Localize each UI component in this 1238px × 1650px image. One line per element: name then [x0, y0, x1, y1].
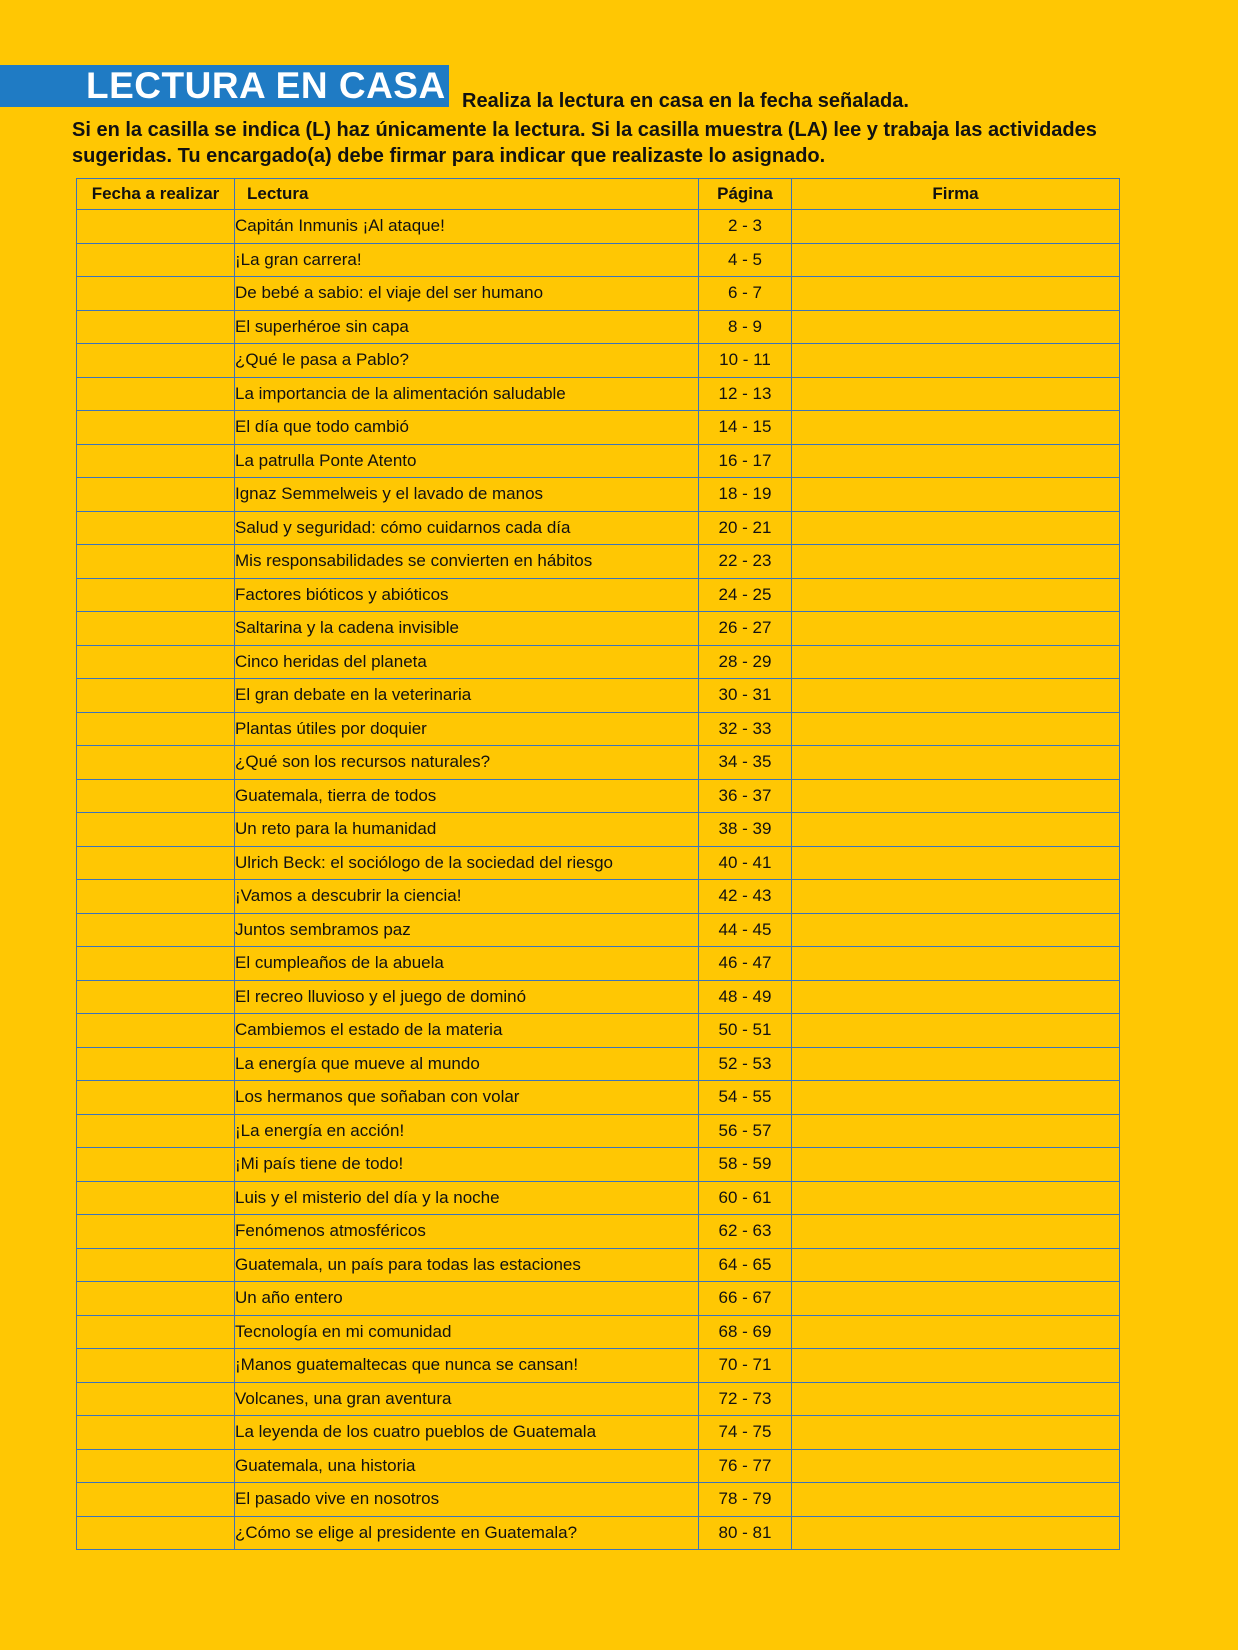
lectura-cell: ¿Qué son los recursos naturales?	[235, 746, 699, 780]
firma-cell[interactable]	[792, 880, 1120, 914]
lectura-cell: Guatemala, una historia	[235, 1449, 699, 1483]
firma-cell[interactable]	[792, 1181, 1120, 1215]
table-row	[77, 377, 1120, 411]
pagina-cell: 80 - 81	[699, 1516, 792, 1550]
firma-cell[interactable]	[792, 578, 1120, 612]
firma-cell[interactable]	[792, 1315, 1120, 1349]
lectura-cell: ¿Cómo se elige al presidente en Guatemala?	[235, 1516, 699, 1550]
firma-cell[interactable]	[792, 243, 1120, 277]
firma-cell[interactable]	[792, 1516, 1120, 1550]
pagina-cell: 50 - 51	[699, 1014, 792, 1048]
firma-cell[interactable]	[792, 1114, 1120, 1148]
lectura-cell: ¡Manos guatemaltecas que nunca se cansan!	[235, 1349, 699, 1383]
table-row	[77, 1282, 1120, 1316]
fecha-cell[interactable]	[77, 1382, 235, 1416]
pagina-cell: 10 - 11	[699, 344, 792, 378]
fecha-cell[interactable]	[77, 1416, 235, 1450]
pagina-cell: 24 - 25	[699, 578, 792, 612]
table-row	[77, 1416, 1120, 1450]
column-header-lectura: Lectura	[235, 179, 699, 210]
table-row	[77, 545, 1120, 579]
table-row	[77, 1014, 1120, 1048]
pagina-cell: 46 - 47	[699, 947, 792, 981]
lectura-cell: La importancia de la alimentación saludable	[235, 377, 699, 411]
firma-cell[interactable]	[792, 1483, 1120, 1517]
firma-cell[interactable]	[792, 277, 1120, 311]
lectura-cell: Volcanes, una gran aventura	[235, 1382, 699, 1416]
table-row	[77, 578, 1120, 612]
lectura-cell: Cinco heridas del planeta	[235, 645, 699, 679]
pagina-cell: 28 - 29	[699, 645, 792, 679]
lectura-cell: Salud y seguridad: cómo cuidarnos cada día	[235, 511, 699, 545]
fecha-cell[interactable]	[77, 1081, 235, 1115]
pagina-cell: 38 - 39	[699, 813, 792, 847]
firma-cell[interactable]	[792, 746, 1120, 780]
fecha-cell[interactable]	[77, 377, 235, 411]
table-row	[77, 310, 1120, 344]
pagina-cell: 16 - 17	[699, 444, 792, 478]
lectura-cell: El superhéroe sin capa	[235, 310, 699, 344]
table-row	[77, 612, 1120, 646]
table-row	[77, 1449, 1120, 1483]
lectura-cell: El cumpleaños de la abuela	[235, 947, 699, 981]
firma-cell[interactable]	[792, 444, 1120, 478]
pagina-cell: 18 - 19	[699, 478, 792, 512]
column-header-firma: Firma	[792, 179, 1120, 210]
firma-cell[interactable]	[792, 1349, 1120, 1383]
pagina-cell: 34 - 35	[699, 746, 792, 780]
fecha-cell[interactable]	[77, 880, 235, 914]
fecha-cell[interactable]	[77, 1114, 235, 1148]
firma-cell[interactable]	[792, 411, 1120, 445]
fecha-cell[interactable]	[77, 813, 235, 847]
fecha-cell[interactable]	[77, 210, 235, 244]
firma-cell[interactable]	[792, 344, 1120, 378]
fecha-cell[interactable]	[77, 310, 235, 344]
firma-cell[interactable]	[792, 1382, 1120, 1416]
firma-cell[interactable]	[792, 1215, 1120, 1249]
table-row	[77, 1181, 1120, 1215]
firma-cell[interactable]	[792, 1449, 1120, 1483]
fecha-cell[interactable]	[77, 712, 235, 746]
pagina-cell: 54 - 55	[699, 1081, 792, 1115]
table-row	[77, 679, 1120, 713]
fecha-cell[interactable]	[77, 344, 235, 378]
table-row	[77, 813, 1120, 847]
fecha-cell[interactable]	[77, 578, 235, 612]
fecha-cell[interactable]	[77, 645, 235, 679]
column-header-pagina: Página	[699, 179, 792, 210]
firma-cell[interactable]	[792, 1047, 1120, 1081]
fecha-cell[interactable]	[77, 1516, 235, 1550]
firma-cell[interactable]	[792, 779, 1120, 813]
firma-cell[interactable]	[792, 1148, 1120, 1182]
fecha-cell[interactable]	[77, 1047, 235, 1081]
lectura-cell: Un año entero	[235, 1282, 699, 1316]
pagina-cell: 42 - 43	[699, 880, 792, 914]
fecha-cell[interactable]	[77, 612, 235, 646]
lectura-cell: Los hermanos que soñaban con volar	[235, 1081, 699, 1115]
pagina-cell: 36 - 37	[699, 779, 792, 813]
table-row	[77, 444, 1120, 478]
pagina-cell: 56 - 57	[699, 1114, 792, 1148]
table-row	[77, 846, 1120, 880]
lectura-cell: ¡Mi país tiene de todo!	[235, 1148, 699, 1182]
pagina-cell: 68 - 69	[699, 1315, 792, 1349]
lectura-cell: ¡Vamos a descubrir la ciencia!	[235, 880, 699, 914]
fecha-cell[interactable]	[77, 846, 235, 880]
table-row	[77, 1047, 1120, 1081]
page-subtitle: Realiza la lectura en casa en la fecha señalada.	[462, 90, 909, 112]
pagina-cell: 70 - 71	[699, 1349, 792, 1383]
table-row	[77, 779, 1120, 813]
instructions	[72, 117, 1172, 169]
firma-cell[interactable]	[792, 1282, 1120, 1316]
fecha-cell[interactable]	[77, 779, 235, 813]
lectura-cell: Tecnología en mi comunidad	[235, 1315, 699, 1349]
firma-cell[interactable]	[792, 377, 1120, 411]
lectura-cell: Guatemala, tierra de todos	[235, 779, 699, 813]
pagina-cell: 14 - 15	[699, 411, 792, 445]
fecha-cell[interactable]	[77, 545, 235, 579]
pagina-cell: 52 - 53	[699, 1047, 792, 1081]
pagina-cell: 76 - 77	[699, 1449, 792, 1483]
pagina-cell: 8 - 9	[699, 310, 792, 344]
fecha-cell[interactable]	[77, 1349, 235, 1383]
pagina-cell: 44 - 45	[699, 913, 792, 947]
table-row	[77, 1248, 1120, 1282]
table-body	[77, 210, 1120, 1550]
pagina-cell: 30 - 31	[699, 679, 792, 713]
table-row	[77, 947, 1120, 981]
pagina-cell: 20 - 21	[699, 511, 792, 545]
lectura-cell: La energía que mueve al mundo	[235, 1047, 699, 1081]
firma-cell[interactable]	[792, 980, 1120, 1014]
table-header-row	[77, 179, 1120, 210]
firma-cell[interactable]	[792, 1416, 1120, 1450]
pagina-cell: 66 - 67	[699, 1282, 792, 1316]
firma-cell[interactable]	[792, 712, 1120, 746]
lectura-cell: ¿Qué le pasa a Pablo?	[235, 344, 699, 378]
fecha-cell[interactable]	[77, 679, 235, 713]
fecha-cell[interactable]	[77, 511, 235, 545]
lectura-cell: Mis responsabilidades se convierten en hábitos	[235, 545, 699, 579]
firma-cell[interactable]	[792, 612, 1120, 646]
table-row	[77, 746, 1120, 780]
table-row	[77, 1516, 1120, 1550]
firma-cell[interactable]	[792, 210, 1120, 244]
table-row	[77, 1081, 1120, 1115]
column-header-fecha: Fecha a realizar	[77, 179, 235, 210]
fecha-cell[interactable]	[77, 1248, 235, 1282]
table-row	[77, 913, 1120, 947]
table-row	[77, 1315, 1120, 1349]
firma-cell[interactable]	[792, 1081, 1120, 1115]
pagina-cell: 72 - 73	[699, 1382, 792, 1416]
lectura-cell: Plantas útiles por doquier	[235, 712, 699, 746]
pagina-cell: 62 - 63	[699, 1215, 792, 1249]
table-row	[77, 645, 1120, 679]
reading-schedule-table	[76, 178, 1120, 1550]
table-row	[77, 880, 1120, 914]
fecha-cell[interactable]	[77, 980, 235, 1014]
pagina-cell: 26 - 27	[699, 612, 792, 646]
lectura-cell: ¡La energía en acción!	[235, 1114, 699, 1148]
lectura-cell: Cambiemos el estado de la materia	[235, 1014, 699, 1048]
pagina-cell: 74 - 75	[699, 1416, 792, 1450]
fecha-cell[interactable]	[77, 947, 235, 981]
table-row	[77, 1382, 1120, 1416]
table-row	[77, 243, 1120, 277]
lectura-cell: Ulrich Beck: el sociólogo de la sociedad del riesgo	[235, 846, 699, 880]
pagina-cell: 64 - 65	[699, 1248, 792, 1282]
firma-cell[interactable]	[792, 679, 1120, 713]
fecha-cell[interactable]	[77, 411, 235, 445]
firma-cell[interactable]	[792, 511, 1120, 545]
table-row	[77, 712, 1120, 746]
table-row	[77, 1215, 1120, 1249]
pagina-cell: 22 - 23	[699, 545, 792, 579]
pagina-cell: 60 - 61	[699, 1181, 792, 1215]
lectura-cell: El gran debate en la veterinaria	[235, 679, 699, 713]
fecha-cell[interactable]	[77, 444, 235, 478]
lectura-cell: El recreo lluvioso y el juego de dominó	[235, 980, 699, 1014]
fecha-cell[interactable]	[77, 277, 235, 311]
firma-cell[interactable]	[792, 545, 1120, 579]
fecha-cell[interactable]	[77, 1014, 235, 1048]
pagina-cell: 78 - 79	[699, 1483, 792, 1517]
pagina-cell: 58 - 59	[699, 1148, 792, 1182]
lectura-cell: El pasado vive en nosotros	[235, 1483, 699, 1517]
lectura-cell: De bebé a sabio: el viaje del ser humano	[235, 277, 699, 311]
lectura-cell: Fenómenos atmosféricos	[235, 1215, 699, 1249]
table-row	[77, 277, 1120, 311]
instructions-line-1: Si en la casilla se indica (L) haz únicamente la lectura. Si la casilla muestra (LA) lee y trabaja las actividades	[72, 119, 1097, 141]
lectura-cell: Ignaz Semmelweis y el lavado de manos	[235, 478, 699, 512]
table-row	[77, 344, 1120, 378]
firma-cell[interactable]	[792, 813, 1120, 847]
table-row	[77, 511, 1120, 545]
firma-cell[interactable]	[792, 913, 1120, 947]
table-row	[77, 980, 1120, 1014]
fecha-cell[interactable]	[77, 1315, 235, 1349]
lectura-cell: Un reto para la humanidad	[235, 813, 699, 847]
fecha-cell[interactable]	[77, 1181, 235, 1215]
fecha-cell[interactable]	[77, 243, 235, 277]
pagina-cell: 2 - 3	[699, 210, 792, 244]
fecha-cell[interactable]	[77, 746, 235, 780]
pagina-cell: 32 - 33	[699, 712, 792, 746]
firma-cell[interactable]	[792, 1014, 1120, 1048]
page-title: LECTURA EN CASA	[0, 65, 449, 107]
fecha-cell[interactable]	[77, 478, 235, 512]
lectura-cell: Capitán Inmunis ¡Al ataque!	[235, 210, 699, 244]
pagina-cell: 48 - 49	[699, 980, 792, 1014]
firma-cell[interactable]	[792, 478, 1120, 512]
pagina-cell: 12 - 13	[699, 377, 792, 411]
table-row	[77, 210, 1120, 244]
fecha-cell[interactable]	[77, 913, 235, 947]
table-row	[77, 478, 1120, 512]
lectura-cell: La patrulla Ponte Atento	[235, 444, 699, 478]
lectura-cell: La leyenda de los cuatro pueblos de Guatemala	[235, 1416, 699, 1450]
fecha-cell[interactable]	[77, 1148, 235, 1182]
lectura-cell: Factores bióticos y abióticos	[235, 578, 699, 612]
lectura-cell: Juntos sembramos paz	[235, 913, 699, 947]
table-row	[77, 1349, 1120, 1383]
fecha-cell[interactable]	[77, 1215, 235, 1249]
table-row	[77, 1114, 1120, 1148]
lectura-cell: Luis y el misterio del día y la noche	[235, 1181, 699, 1215]
fecha-cell[interactable]	[77, 1483, 235, 1517]
lectura-cell: El día que todo cambió	[235, 411, 699, 445]
firma-cell[interactable]	[792, 1248, 1120, 1282]
table-row	[77, 411, 1120, 445]
fecha-cell[interactable]	[77, 1282, 235, 1316]
table-row	[77, 1483, 1120, 1517]
firma-cell[interactable]	[792, 846, 1120, 880]
lectura-cell: ¡La gran carrera!	[235, 243, 699, 277]
firma-cell[interactable]	[792, 947, 1120, 981]
table-row	[77, 1148, 1120, 1182]
firma-cell[interactable]	[792, 310, 1120, 344]
pagina-cell: 40 - 41	[699, 846, 792, 880]
pagina-cell: 4 - 5	[699, 243, 792, 277]
lectura-cell: Guatemala, un país para todas las estaciones	[235, 1248, 699, 1282]
lectura-cell: Saltarina y la cadena invisible	[235, 612, 699, 646]
instructions-line-2: sugeridas. Tu encargado(a) debe firmar para indicar que realizaste lo asignado.	[72, 145, 826, 167]
pagina-cell: 6 - 7	[699, 277, 792, 311]
firma-cell[interactable]	[792, 645, 1120, 679]
fecha-cell[interactable]	[77, 1449, 235, 1483]
